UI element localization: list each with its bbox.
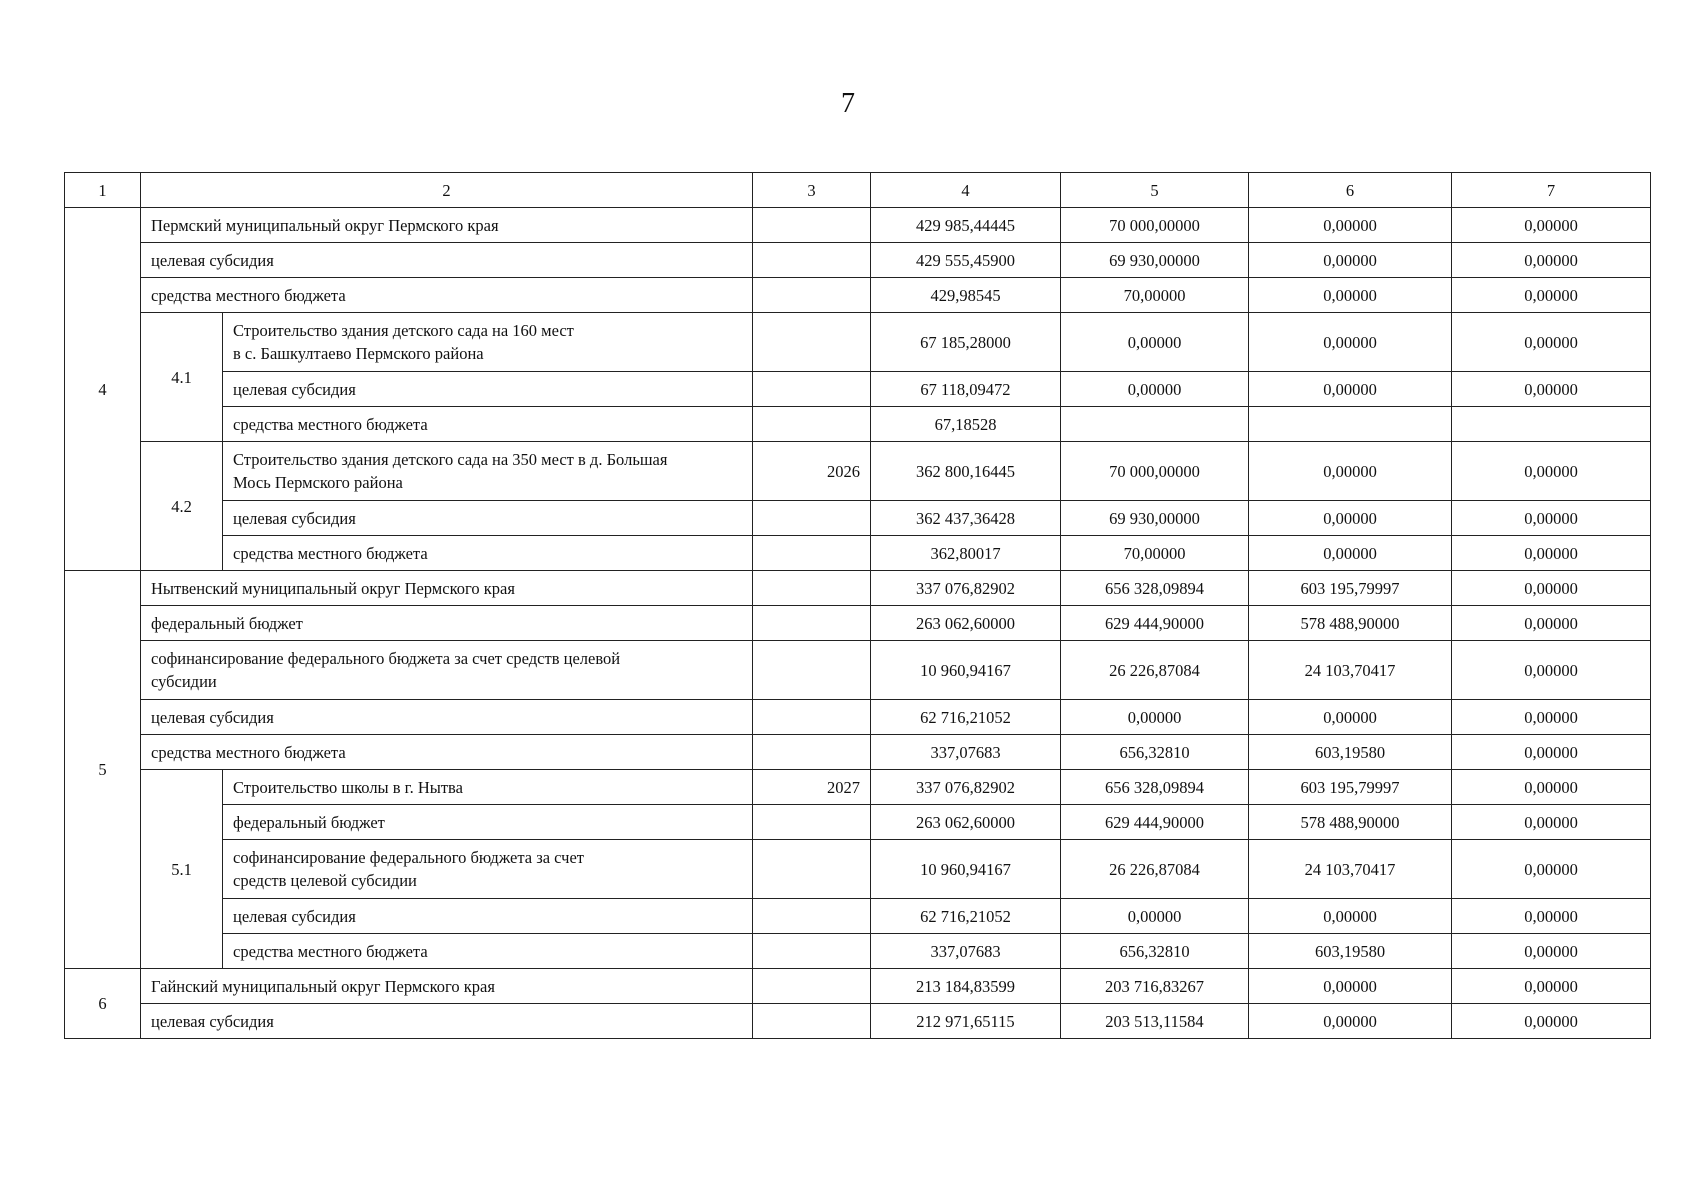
header-cell: 4 bbox=[871, 173, 1061, 208]
value-col6: 0,00000 bbox=[1249, 278, 1452, 313]
row-year: 2027 bbox=[753, 770, 871, 805]
row-name: Пермский муниципальный округ Пермского края bbox=[141, 208, 753, 243]
value-col7: 0,00000 bbox=[1452, 372, 1651, 407]
table-row bbox=[65, 641, 1651, 700]
value-col5: 69 930,00000 bbox=[1061, 243, 1249, 278]
budget-table bbox=[64, 172, 1651, 1039]
table-row bbox=[65, 1004, 1651, 1039]
table-row bbox=[65, 372, 1651, 407]
value-col6: 0,00000 bbox=[1249, 899, 1452, 934]
value-col7: 0,00000 bbox=[1452, 805, 1651, 840]
header-cell: 5 bbox=[1061, 173, 1249, 208]
value-col5: 0,00000 bbox=[1061, 372, 1249, 407]
row-name-line: субсидии bbox=[151, 672, 217, 691]
value-col7: 0,00000 bbox=[1452, 313, 1651, 372]
value-col4: 362 437,36428 bbox=[871, 501, 1061, 536]
row-name: целевая субсидия bbox=[223, 501, 753, 536]
value-col5: 70,00000 bbox=[1061, 278, 1249, 313]
row-year bbox=[753, 208, 871, 243]
table-row bbox=[65, 805, 1651, 840]
row-name-line: Строительство здания детского сада на 160 мест bbox=[233, 321, 574, 340]
value-col5: 0,00000 bbox=[1061, 313, 1249, 372]
row-name: Строительство школы в г. Нытва bbox=[223, 770, 753, 805]
subsection-number: 4.2 bbox=[141, 442, 223, 571]
value-col6 bbox=[1249, 407, 1452, 442]
row-name: Гайнский муниципальный округ Пермского края bbox=[141, 969, 753, 1004]
value-col7: 0,00000 bbox=[1452, 770, 1651, 805]
row-name bbox=[223, 840, 753, 899]
row-year bbox=[753, 571, 871, 606]
row-year bbox=[753, 969, 871, 1004]
section-number: 4 bbox=[65, 208, 141, 571]
value-col5: 26 226,87084 bbox=[1061, 840, 1249, 899]
value-col5: 0,00000 bbox=[1061, 700, 1249, 735]
table-row bbox=[65, 606, 1651, 641]
value-col6: 0,00000 bbox=[1249, 208, 1452, 243]
value-col7: 0,00000 bbox=[1452, 606, 1651, 641]
header-cell: 6 bbox=[1249, 173, 1452, 208]
value-col4: 62 716,21052 bbox=[871, 700, 1061, 735]
row-year bbox=[753, 536, 871, 571]
value-col5: 70 000,00000 bbox=[1061, 442, 1249, 501]
row-name-line: Строительство здания детского сада на 350 мест в д. Большая bbox=[233, 450, 668, 469]
value-col6: 0,00000 bbox=[1249, 372, 1452, 407]
value-col4: 429 555,45900 bbox=[871, 243, 1061, 278]
row-year bbox=[753, 805, 871, 840]
value-col4: 263 062,60000 bbox=[871, 606, 1061, 641]
row-year bbox=[753, 934, 871, 969]
value-col7: 0,00000 bbox=[1452, 1004, 1651, 1039]
row-year bbox=[753, 243, 871, 278]
value-col4: 62 716,21052 bbox=[871, 899, 1061, 934]
value-col7: 0,00000 bbox=[1452, 536, 1651, 571]
value-col4: 67 118,09472 bbox=[871, 372, 1061, 407]
value-col6: 0,00000 bbox=[1249, 700, 1452, 735]
row-year bbox=[753, 840, 871, 899]
row-name: целевая субсидия bbox=[141, 700, 753, 735]
value-col6: 24 103,70417 bbox=[1249, 840, 1452, 899]
value-col6: 0,00000 bbox=[1249, 243, 1452, 278]
row-name-line: Мось Пермского района bbox=[233, 473, 403, 492]
value-col4: 337,07683 bbox=[871, 735, 1061, 770]
value-col6: 0,00000 bbox=[1249, 313, 1452, 372]
value-col4: 429 985,44445 bbox=[871, 208, 1061, 243]
value-col4: 362 800,16445 bbox=[871, 442, 1061, 501]
value-col7: 0,00000 bbox=[1452, 735, 1651, 770]
table-row bbox=[65, 700, 1651, 735]
row-year bbox=[753, 641, 871, 700]
value-col6: 578 488,90000 bbox=[1249, 805, 1452, 840]
table-row bbox=[65, 969, 1651, 1004]
value-col7: 0,00000 bbox=[1452, 442, 1651, 501]
row-year: 2026 bbox=[753, 442, 871, 501]
table-row bbox=[65, 243, 1651, 278]
row-year bbox=[753, 700, 871, 735]
value-col5: 656 328,09894 bbox=[1061, 571, 1249, 606]
value-col5: 656,32810 bbox=[1061, 934, 1249, 969]
page-number: 7 bbox=[841, 88, 855, 119]
row-year bbox=[753, 313, 871, 372]
value-col7: 0,00000 bbox=[1452, 208, 1651, 243]
value-col4: 263 062,60000 bbox=[871, 805, 1061, 840]
row-name: федеральный бюджет bbox=[141, 606, 753, 641]
value-col7: 0,00000 bbox=[1452, 501, 1651, 536]
table-row bbox=[65, 313, 1651, 372]
row-year bbox=[753, 372, 871, 407]
value-col4: 10 960,94167 bbox=[871, 840, 1061, 899]
value-col6: 603,19580 bbox=[1249, 934, 1452, 969]
header-cell: 1 bbox=[65, 173, 141, 208]
row-name: целевая субсидия bbox=[141, 243, 753, 278]
value-col5: 70 000,00000 bbox=[1061, 208, 1249, 243]
row-name-line: софинансирование федерального бюджета за счет bbox=[233, 848, 584, 867]
row-year bbox=[753, 407, 871, 442]
row-name-line: средств целевой субсидии bbox=[233, 871, 417, 890]
value-col4: 337 076,82902 bbox=[871, 770, 1061, 805]
value-col7: 0,00000 bbox=[1452, 278, 1651, 313]
row-name: средства местного бюджета bbox=[141, 735, 753, 770]
value-col7: 0,00000 bbox=[1452, 641, 1651, 700]
value-col6: 0,00000 bbox=[1249, 1004, 1452, 1039]
table-row bbox=[65, 501, 1651, 536]
value-col6: 603 195,79997 bbox=[1249, 770, 1452, 805]
table-row bbox=[65, 442, 1651, 501]
row-name: средства местного бюджета bbox=[223, 407, 753, 442]
value-col6: 0,00000 bbox=[1249, 536, 1452, 571]
value-col6: 24 103,70417 bbox=[1249, 641, 1452, 700]
header-cell: 7 bbox=[1452, 173, 1651, 208]
row-name: средства местного бюджета bbox=[223, 536, 753, 571]
section-number: 5 bbox=[65, 571, 141, 969]
table-row bbox=[65, 536, 1651, 571]
row-year bbox=[753, 899, 871, 934]
value-col7: 0,00000 bbox=[1452, 243, 1651, 278]
value-col6: 578 488,90000 bbox=[1249, 606, 1452, 641]
value-col7: 0,00000 bbox=[1452, 700, 1651, 735]
table-row bbox=[65, 278, 1651, 313]
value-col4: 429,98545 bbox=[871, 278, 1061, 313]
row-name: средства местного бюджета bbox=[141, 278, 753, 313]
value-col4: 337,07683 bbox=[871, 934, 1061, 969]
table-row bbox=[65, 735, 1651, 770]
value-col5: 656 328,09894 bbox=[1061, 770, 1249, 805]
value-col6: 0,00000 bbox=[1249, 442, 1452, 501]
value-col6: 603 195,79997 bbox=[1249, 571, 1452, 606]
value-col7: 0,00000 bbox=[1452, 571, 1651, 606]
value-col6: 0,00000 bbox=[1249, 501, 1452, 536]
header-cell: 3 bbox=[753, 173, 871, 208]
table-row bbox=[65, 571, 1651, 606]
value-col4: 337 076,82902 bbox=[871, 571, 1061, 606]
row-year bbox=[753, 606, 871, 641]
row-name bbox=[141, 641, 753, 700]
value-col4: 213 184,83599 bbox=[871, 969, 1061, 1004]
table-header-row bbox=[65, 173, 1651, 208]
value-col5: 26 226,87084 bbox=[1061, 641, 1249, 700]
table-row bbox=[65, 840, 1651, 899]
row-year bbox=[753, 278, 871, 313]
row-name: целевая субсидия bbox=[223, 372, 753, 407]
subsection-number: 5.1 bbox=[141, 770, 223, 969]
value-col5: 656,32810 bbox=[1061, 735, 1249, 770]
value-col5: 203 513,11584 bbox=[1061, 1004, 1249, 1039]
value-col5: 629 444,90000 bbox=[1061, 606, 1249, 641]
row-name: целевая субсидия bbox=[141, 1004, 753, 1039]
row-year bbox=[753, 735, 871, 770]
section-number: 6 bbox=[65, 969, 141, 1039]
table-row bbox=[65, 934, 1651, 969]
value-col7 bbox=[1452, 407, 1651, 442]
subsection-number: 4.1 bbox=[141, 313, 223, 442]
value-col7: 0,00000 bbox=[1452, 969, 1651, 1004]
value-col4: 212 971,65115 bbox=[871, 1004, 1061, 1039]
value-col4: 362,80017 bbox=[871, 536, 1061, 571]
row-name: Нытвенский муниципальный округ Пермского края bbox=[141, 571, 753, 606]
row-name bbox=[223, 313, 753, 372]
value-col6: 603,19580 bbox=[1249, 735, 1452, 770]
value-col5: 70,00000 bbox=[1061, 536, 1249, 571]
value-col5 bbox=[1061, 407, 1249, 442]
value-col7: 0,00000 bbox=[1452, 840, 1651, 899]
value-col5: 629 444,90000 bbox=[1061, 805, 1249, 840]
row-name-line: в с. Башкултаево Пермского района bbox=[233, 344, 484, 363]
value-col7: 0,00000 bbox=[1452, 899, 1651, 934]
row-name-line: софинансирование федерального бюджета за счет средств целевой bbox=[151, 649, 621, 668]
row-name bbox=[223, 442, 753, 501]
table-row bbox=[65, 407, 1651, 442]
row-name: целевая субсидия bbox=[223, 899, 753, 934]
value-col5: 0,00000 bbox=[1061, 899, 1249, 934]
row-year bbox=[753, 501, 871, 536]
table-row bbox=[65, 208, 1651, 243]
row-name: средства местного бюджета bbox=[223, 934, 753, 969]
value-col4: 10 960,94167 bbox=[871, 641, 1061, 700]
value-col6: 0,00000 bbox=[1249, 969, 1452, 1004]
table-row bbox=[65, 770, 1651, 805]
row-name: федеральный бюджет bbox=[223, 805, 753, 840]
row-year bbox=[753, 1004, 871, 1039]
value-col4: 67,18528 bbox=[871, 407, 1061, 442]
value-col7: 0,00000 bbox=[1452, 934, 1651, 969]
header-cell: 2 bbox=[141, 173, 753, 208]
value-col4: 67 185,28000 bbox=[871, 313, 1061, 372]
value-col5: 69 930,00000 bbox=[1061, 501, 1249, 536]
table-row bbox=[65, 899, 1651, 934]
value-col5: 203 716,83267 bbox=[1061, 969, 1249, 1004]
